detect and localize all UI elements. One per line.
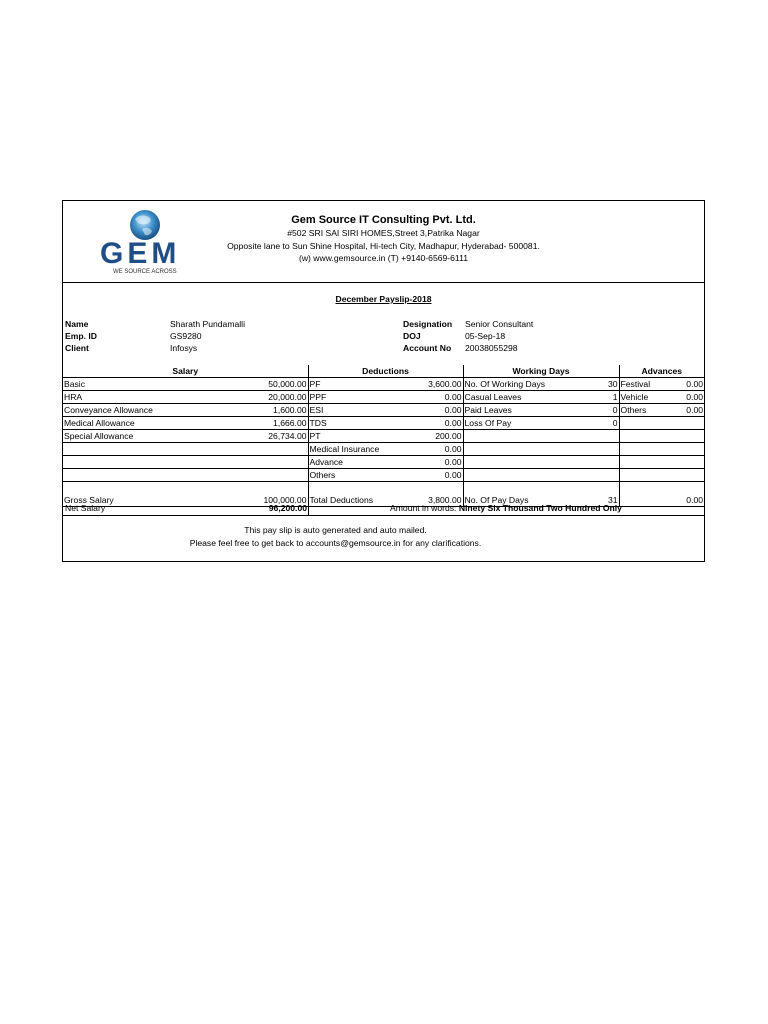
deduction-item-value: 0.00: [402, 404, 463, 417]
employee-client: Infosys: [170, 343, 198, 353]
table-row: [63, 391, 704, 404]
advance-item-value: [660, 456, 704, 469]
working-days-label: [463, 443, 606, 456]
salary-item-label: HRA: [63, 391, 237, 404]
company-address-1: #502 SRI SAI SIRI HOMES,Street 3,Patrika Nagar: [287, 228, 480, 238]
designation-label: Designation: [403, 319, 453, 329]
advance-item-value: 0.00: [660, 378, 704, 391]
emp-id-label: Emp. ID: [65, 331, 97, 341]
amount-in-words-label: Amount in words:: [390, 503, 457, 513]
working-days-value: [606, 430, 619, 443]
gross-salary-value: 100,000.00: [237, 494, 308, 507]
company-name: Gem Source IT Consulting Pvt. Ltd.: [291, 214, 476, 226]
deduction-item-value: 0.00: [402, 443, 463, 456]
salary-item-value: 1,666.00: [237, 417, 308, 430]
salary-item-value: 20,000.00: [237, 391, 308, 404]
pay-days-label: No. Of Pay Days: [463, 494, 606, 507]
employee-name: Sharath Pundamalli: [170, 319, 246, 329]
table-row: [63, 417, 704, 430]
advance-item-value: [660, 469, 704, 482]
salary-item-label: [63, 469, 237, 482]
advance-item-label: Vehicle: [619, 391, 660, 404]
salary-item-label: Medical Allowance: [63, 417, 237, 430]
working-days-value: [606, 456, 619, 469]
deduction-item-label: Others: [308, 469, 402, 482]
net-salary-label: Net Salary: [65, 503, 106, 513]
deduction-item-label: TDS: [308, 417, 402, 430]
deduction-item-label: Medical Insurance: [308, 443, 402, 456]
advance-item-value: [660, 430, 704, 443]
salary-item-label: Special Allowance: [63, 430, 237, 443]
working-days-value: 30: [607, 378, 618, 389]
salary-item-label: [63, 443, 237, 456]
working-days-label: Casual Leaves: [463, 391, 606, 404]
table-header: [63, 365, 704, 378]
advance-item-value: [660, 443, 704, 456]
total-deductions-value: 3,800.00: [402, 494, 463, 507]
deduction-item-value: 0.00: [402, 456, 463, 469]
working-days-value: [606, 443, 619, 456]
working-days-label: Loss Of Pay: [463, 417, 606, 430]
table-row: [63, 456, 704, 469]
working-days-label: [463, 430, 606, 443]
advances-header: Advances: [619, 365, 704, 378]
advance-item-label: [619, 443, 660, 456]
company-contact: (w) www.gemsource.in (T) +9140-6569-6111: [298, 253, 468, 263]
salary-item-value: 1,600.00: [237, 404, 308, 417]
employee-designation: Senior Consultant: [465, 319, 534, 329]
advances-total: 0.00: [660, 494, 704, 507]
amount-in-words: [309, 502, 703, 515]
deduction-item-value: 3,600.00: [402, 378, 463, 391]
spacer-row: [63, 482, 704, 495]
account-label: Account No: [403, 343, 452, 353]
net-salary-row: [63, 502, 704, 516]
working-days-value: [606, 469, 619, 482]
payslip-header: [63, 201, 704, 283]
footer-line-2: Please feel free to get back to accounts@gemsource.in for any clarifications.: [189, 538, 482, 548]
amount-in-words-value: Ninety Six Thousand Two Hundred Only: [458, 503, 622, 513]
table-row: [63, 469, 704, 482]
deduction-item-value: 200.00: [402, 430, 463, 443]
payslip: [62, 200, 705, 562]
total-deductions-label: Total Deductions: [308, 494, 402, 507]
working-days-label: [463, 456, 606, 469]
table-row: [63, 443, 704, 456]
earnings-deductions-table: [63, 365, 704, 507]
logo-text: GEM: [100, 237, 181, 270]
working-days-label: Paid Leaves: [463, 404, 606, 417]
salary-item-value: [237, 443, 308, 456]
company-address-2: Opposite lane to Sun Shine Hospital, Hi-tech City, Madhapur, Hyderabad- 500081.: [227, 241, 540, 251]
salary-item-label: Conveyance Allowance: [63, 404, 237, 417]
employee-doj: 05-Sep-18: [465, 331, 506, 341]
advance-item-label: Others: [619, 404, 660, 417]
advance-item-label: [619, 456, 660, 469]
working-days-label: No. Of Working Days: [463, 378, 606, 391]
deductions-header: Deductions: [308, 365, 463, 378]
employee-account: 20038055298: [465, 343, 518, 353]
advance-item-value: [660, 417, 704, 430]
table-row: [63, 378, 704, 391]
working-days-value: 0: [606, 417, 619, 430]
table-row: [63, 430, 704, 443]
deduction-item-value: 0.00: [402, 391, 463, 404]
client-label: Client: [65, 343, 89, 353]
pay-days-value: 31: [607, 494, 618, 505]
deduction-item-label: Advance: [308, 456, 402, 469]
deduction-item-label: PF: [308, 378, 402, 391]
deduction-item-label: PT: [308, 430, 402, 443]
salary-item-value: 26,734.00: [237, 430, 308, 443]
employee-id: GS9280: [170, 331, 202, 341]
payslip-period: December Payslip-2018: [335, 294, 432, 304]
logo-tagline: WE SOURCE ACROSS: [113, 269, 177, 275]
deduction-item-value: 0.00: [402, 417, 463, 430]
name-label: Name: [65, 319, 89, 329]
footer-line-1: This pay slip is auto generated and auto mailed.: [244, 525, 427, 535]
deduction-item-value: 0.00: [402, 469, 463, 482]
working-days-value: 0: [606, 404, 619, 417]
advance-item-label: [619, 417, 660, 430]
table-row: [63, 404, 704, 417]
deduction-item-label: PPF: [308, 391, 402, 404]
net-salary-value: 96,200.00: [268, 503, 307, 513]
advance-item-value: 0.00: [660, 404, 704, 417]
salary-item-label: Basic: [63, 378, 237, 391]
salary-item-value: [237, 456, 308, 469]
salary-item-value: 50,000.00: [237, 378, 308, 391]
salary-item-value: [237, 469, 308, 482]
doj-label: DOJ: [403, 331, 421, 341]
working-days-value: 1: [606, 391, 619, 404]
advance-item-label: Festival: [619, 378, 660, 391]
advance-item-label: [619, 469, 660, 482]
working-days-label: [463, 469, 606, 482]
advance-item-label: [619, 430, 660, 443]
advance-item-value: 0.00: [660, 391, 704, 404]
gross-salary-label: Gross Salary: [63, 494, 237, 507]
working-days-header: Working Days: [463, 365, 619, 378]
salary-header: Salary: [63, 365, 308, 378]
deduction-item-label: ESI: [308, 404, 402, 417]
salary-item-label: [63, 456, 237, 469]
